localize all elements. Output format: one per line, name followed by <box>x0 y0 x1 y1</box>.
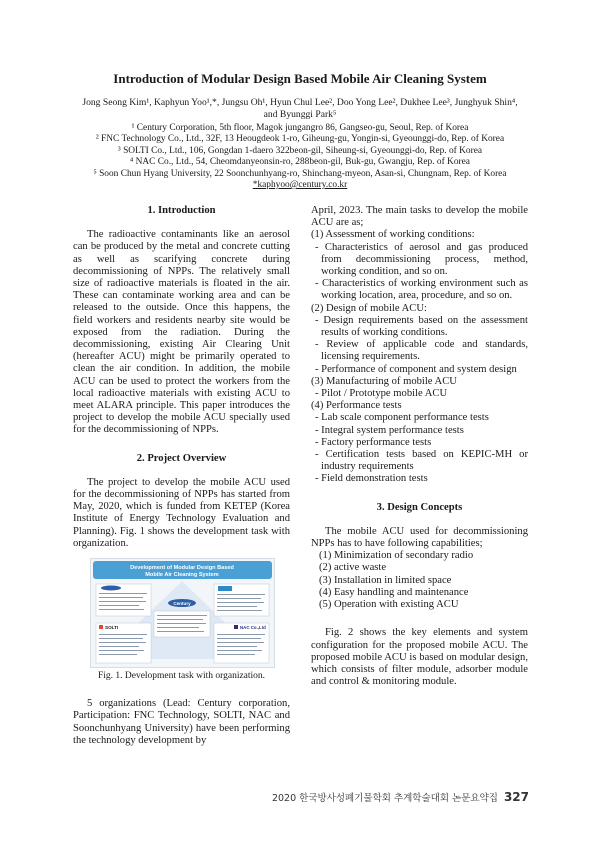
task-3-item-1: - Pilot / Prototype mobile ACU <box>315 388 448 400</box>
affiliation-2: ² FNC Technology Co., Ltd., 32F, 13 Heougdeok 1-ro, Giheung-gu, Yongin-si, Gyeounggi-do, Rep. of Korea <box>95 134 505 145</box>
figure-2-paragraph: Fig. 2 shows the key elements and system configuration for the proposed mobile ACU. The proposed mobile ACU is based on modular design, which consists of filter module, adsorber module and control & monitoring module. <box>311 627 528 688</box>
page-number: 327 <box>503 790 529 804</box>
authors-line-2: and Byunggi Park⁵ <box>263 109 337 120</box>
banner-line-2: Mobile Air Cleaning System <box>145 572 219 579</box>
task-4-item-5: - Field demonstration tests <box>315 473 428 485</box>
task-1-item-2: - Characteristics of working environment such as working location, area, procedure, and so on. <box>315 278 528 302</box>
introduction-paragraph: The radioactive contaminants like an aerosol can be produced by the metal and concrete cutting as well as scarifying concrete during decommissioning of NPPs. The relatively small size of radioactive materials is floated in the air. These can contaminate working area and can be released to the outside. Once this happens, the field workers and residents nearby site would be exposed from the radiation. During the decommissioning, existing Air Clearing Unit (hereafter ACU) might be primarily operated to clean the air condition. In addition, the mobile ACU can be used to protect the workers from the local radioactive materials with existing ACU to meet ALARA principle. This paper introduces the project to develop the mobile ACU specially used for the decommissioning of NPPs. <box>73 229 290 436</box>
affiliation-4: ⁴ NAC Co., Ltd., 54, Cheomdanyeonsin-ro, 288beon-gil, Buk-gu, Gwangju, Rep. of Korea <box>130 157 470 168</box>
task-group-2 <box>311 303 528 376</box>
capability-4: (4) Easy handling and maintenance <box>319 586 469 598</box>
capability-1: (1) Minimization of secondary radio <box>319 550 474 562</box>
century-logo-text: Century <box>173 601 191 607</box>
capability-3: (3) Installation in limited space <box>319 574 452 586</box>
authors-line-1: Jong Seong Kim¹, Kaphyun Yoo¹,*, Jungsu Oh¹, Hyun Chul Lee², Doo Yong Lee², Dukhee Lee³, Junghyuk Shin⁴, <box>82 97 518 108</box>
author-list <box>60 97 540 121</box>
section-heading-project-overview: 2. Project Overview <box>136 452 227 464</box>
fnc-logo-shape <box>101 586 121 591</box>
banner-line-1: Development of Modular Design Based <box>130 565 234 572</box>
design-concepts-paragraph: The mobile ACU used for decommissioning NPPs has to have following capabilities; <box>311 525 528 550</box>
task-4-item-4: - Certification tests based on KEPIC-MH or industry requirements <box>315 449 528 473</box>
right-column <box>311 205 528 688</box>
task-2-item-1: - Design requirements based on the assessment results of working conditions. <box>315 314 528 339</box>
page-footer <box>272 790 529 804</box>
task-2-item-3: - Performance of component and system design <box>315 363 517 375</box>
nac-logo-mark <box>234 625 238 629</box>
figure-1-org-diagram <box>90 558 275 668</box>
conference-name: 2020 한국방사성폐기물학회 추계학술대회 논문요약집 <box>271 793 498 804</box>
task-4-item-1: - Lab scale component performance tests <box>315 412 489 424</box>
affiliation-list <box>50 123 550 191</box>
section-heading-design-concepts: 3. Design Concepts <box>376 501 463 513</box>
university-logo-shape <box>218 586 232 591</box>
tasks-intro-paragraph: April, 2023. The main tasks to develop the mobile ACU are as; <box>311 205 528 229</box>
solti-logo-mark <box>99 625 103 629</box>
project-overview-paragraph: The project to develop the mobile ACU used for the decommissioning of NPPs has started from May, 2020, which is funded from KETEP (Korea Institute of Energy Technology Evaluation and Planning). Fig. 1 shows the development task with organization. <box>73 476 290 549</box>
organizations-paragraph: 5 organizations (Lead: Century corporation, Participation: FNC Technology, SOLTI, NAC and Soonchunhyang University) have been performing the technology development by <box>73 698 290 746</box>
task-4-item-3: - Factory performance tests <box>315 436 432 448</box>
left-column <box>73 205 290 747</box>
solti-logo-text: SOLTI <box>105 625 119 631</box>
task-4-item-2: - Integral system performance tests <box>315 424 464 436</box>
affiliation-3: ³ SOLTI Co., Ltd., 106, Gongdan 1-daero 322beon-gil, Siheung-si, Gyeounggi-do, Rep. of Korea <box>117 145 483 156</box>
paper-title: Introduction of Modular Design Based Mobile Air Cleaning System <box>113 71 487 86</box>
capability-5: (5) Operation with existing ACU <box>319 599 459 611</box>
capability-2: (2) active waste <box>319 562 387 574</box>
affiliation-1: ¹ Century Corporation, 5th floor, Magok jungangro 86, Gangseo-gu, Seoul, Rep. of Korea <box>131 123 469 133</box>
section-heading-introduction: 1. Introduction <box>147 205 216 216</box>
task-group-1 <box>311 229 528 302</box>
task-group-3 <box>311 376 528 400</box>
task-group-4 <box>311 400 528 485</box>
nac-logo-text: NAC Co.,Ltd <box>240 625 266 631</box>
task-2-item-2: - Review of applicable code and standards, licensing requirements. <box>315 339 528 363</box>
figure-1-caption: Fig. 1. Development task with organization. <box>97 671 266 682</box>
task-1-label: (1) Assessment of working conditions: <box>311 229 475 241</box>
corresponding-email-link[interactable]: *kaphyoo@century.co.kr <box>252 180 348 191</box>
figure-1-graphic <box>91 559 274 667</box>
task-2-label: (2) Design of mobile ACU: <box>311 302 427 314</box>
task-1-item-1: - Characteristics of aerosol and gas produced from decommissioning process, method, working condition, and so on. <box>315 241 528 278</box>
task-4-label: (4) Performance tests <box>311 400 402 412</box>
task-3-label: (3) Manufacturing of mobile ACU <box>311 375 457 387</box>
affiliation-5: ⁵ Soon Chun Hyang University, 22 Soonchunhyang-ro, Shinchang-myeon, Asan-si, Chungnam, Rep. of Korea <box>93 168 507 179</box>
